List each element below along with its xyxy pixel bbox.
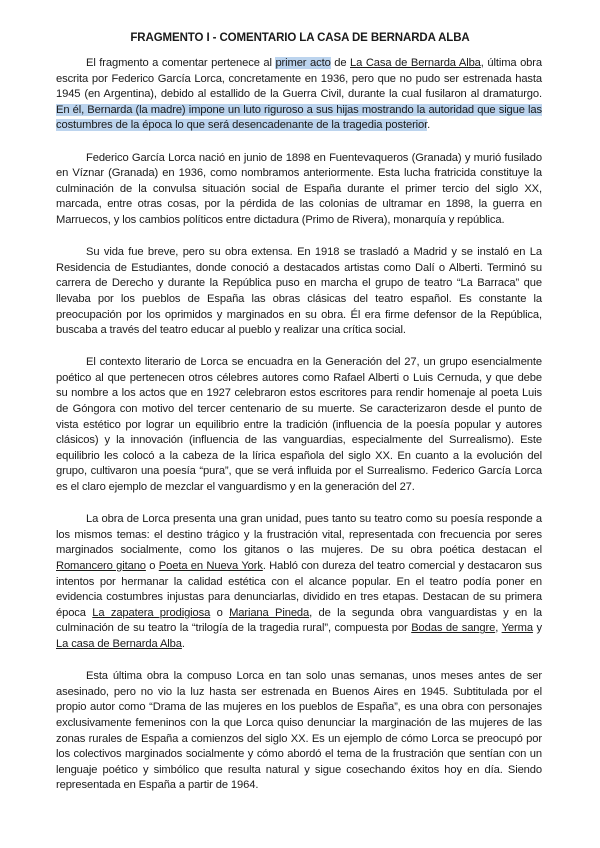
text-run: La obra de Lorca presenta una gran unidad, pues tanto su teatro como su poesía responde a los mismos temas: el destino trágico y la frustración vital, representada con frecuencia por seres marginados socialmente, como los gitanos o las mujeres. De su obra poética destacan el xyxy=(56,513,542,557)
paragraph-conclusion: Esta última obra la compuso Lorca en tan solo unas semanas, unos meses antes de ser asesinado, pero no vio la luz hasta ser estrenada en Buenos Aires en 1945. Subtitulada por el propio autor como “Drama de las mujeres en los pueblos de España”, es una obra con personajes exclusivamente femeninos con la que Lorca quiso denunciar la marginación de las mujeres de las zonas rurales de España a comienzos del siglo XX. Es un ejemplo de cómo Lorca se preocupó por los colectivos marginados socialmente y cómo abordó el tema de la frustración que sentían con un lenguaje poético y simbólico que resulta natural y sigue cosechando éxitos hoy en día. Siendo representada en España a partir de 1964. xyxy=(56,670,542,792)
work-title-zapatera-prodigiosa: La zapatera prodigiosa xyxy=(92,606,211,619)
text-run: , última obra escrita por Federico García Lorca, concretamente en 1936, pero que no pudo ser estrenada hasta 1945 (en Argentina), debido al estallido de la Guerra Civil, durante la cual fusilaron al dramaturgo. xyxy=(56,57,542,101)
text-run: , de la segunda obra vanguardistas y en la culminación de su teatro la “trilogía de la tragedia rural”, compuesta por xyxy=(56,606,542,635)
text-run: de xyxy=(330,57,351,69)
paragraph-literary-context: El contexto literario de Lorca se encuadra en la Generación del 27, un grupo esencialmente poético al que pertenecen otros célebres autores como Rafael Alberti o Luis Cernuda, y que debe su nombre a los actos que en 1927 celebraron estos escritores para rendir homenaje al poeta Luis de Góngora con motivo del tercer centenario de su muerte. Se caracterizaron desde el punto de vista estético por lograr un equilibrio entre la tradición (influencia de la poesía popular y autores clásicos) y la innovación (influencia de las vanguardias, especialmente del Surrealismo). Este equilibrio les colocó a la cabeza de la lírica española del siglo XX. En cuanto a la evolución del grupo, cultivaron una poesía “pura”, que se verá influida por el Surrealismo. Federico García Lorca es el claro ejemplo de mezclar el vanguardismo y en la generación del 27. xyxy=(56,356,542,494)
highlight-summary: En él, Bernarda (la madre) impone un luto riguroso a sus hijas mostrando la autoridad que sigue las costumbres de la época lo que será desencadenante de la tragedia posterior xyxy=(56,103,542,132)
work-title-casa-bernarda-alba: La casa de Bernarda Alba xyxy=(56,637,182,650)
paragraph-life: Su vida fue breve, pero su obra extensa. En 1918 se trasladó a Madrid y se instaló en La Residencia de Estudiantes, donde conoció a destacados artistas como Dalí o Alberti. Terminó su carrera de Derecho y durante la República puso en marcha el grupo de teatro “La Barraca” que llevaba por los pueblos de España las obras clásicas del teatro español. Es constante la preocupación por los oprimidos y marginados en su obra. Él era firme defensor de la República, buscaba a través del teatro educar al pueblo y realizar una crítica social. xyxy=(56,246,542,337)
text-run: o xyxy=(210,606,230,619)
highlight-primer-acto: primer acto xyxy=(275,57,331,69)
text-run: o xyxy=(145,560,159,572)
text-run: El fragmento a comentar pertenece al xyxy=(86,57,276,69)
work-title-romancero-gitano: Romancero gitano xyxy=(56,560,146,572)
text-run: . xyxy=(427,119,431,132)
work-title-mariana-pineda: Mariana Pineda xyxy=(229,606,310,619)
text-run: , xyxy=(495,622,502,635)
document-body xyxy=(56,56,542,811)
work-title-bernarda-alba: La Casa de Bernarda Alba xyxy=(350,57,481,69)
document-title: FRAGMENTO I - COMENTARIO LA CASA DE BERNARDA ALBA xyxy=(130,32,470,44)
paragraph-biography: Federico García Lorca nació en junio de 1898 en Fuentevaqueros (Granada) y murió fusilado en Víznar (Granada) en 1936, como nombramos anteriormente. Esta lucha fratricida constituye la culminación de la convulsa situación social de España durante el primer tercio del siglo XX, marcada, entre otras cosas, por la pérdida de las colonias de ultramar en 1898, la guerra en Marruecos, y los cambios políticos entre dictadura (Primo de Rivera), monarquía y república. xyxy=(56,151,542,226)
work-title-yerma: Yerma xyxy=(501,622,533,635)
work-title-bodas-de-sangre: Bodas de sangre xyxy=(411,622,496,635)
text-run: y xyxy=(532,622,542,635)
text-run: . Habló con dureza del teatro comercial y destacaron sus intentos por hermanar la calidad estética con el alcance popular. En el teatro podía poner en evidencia costumbres injustas para denunciarlas, dividido en tres etapas. Destacan de su primera época xyxy=(56,560,542,619)
paragraph-works xyxy=(56,512,542,652)
paragraph-introduction xyxy=(56,56,542,134)
text-run: . xyxy=(181,637,185,650)
work-title-poeta-en-nueva-york: Poeta en Nueva York xyxy=(158,560,263,572)
